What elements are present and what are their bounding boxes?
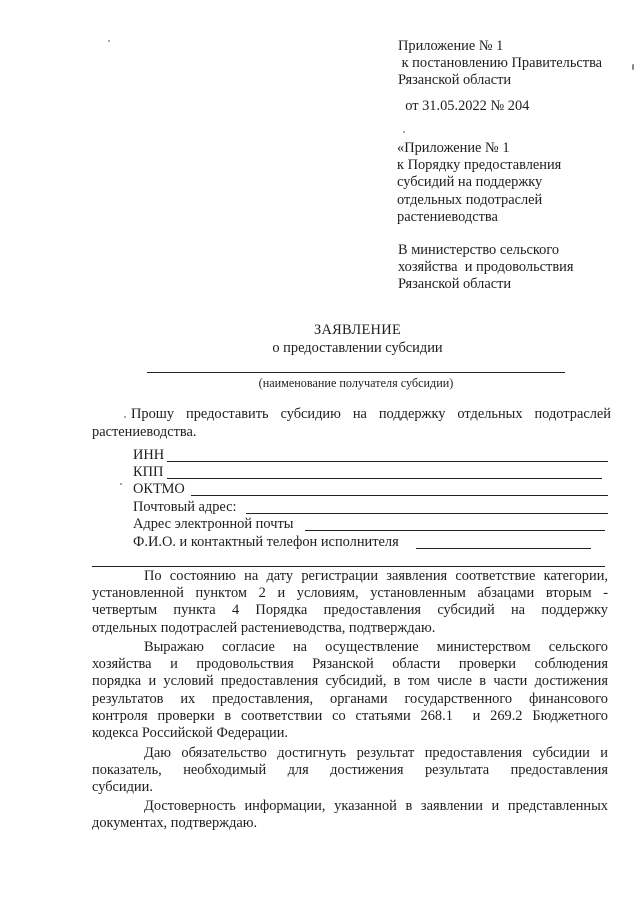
scan-speck [124, 416, 126, 418]
paragraph-line: субсидии. [92, 779, 153, 796]
paragraph-line: документах, подтверждаю. [92, 815, 258, 832]
appendix-line: от 31.05.2022 № 204 [398, 97, 530, 114]
paragraph-line: кодекса Российской Федерации. [92, 725, 289, 742]
scan-speck [120, 483, 122, 485]
paragraph-line: отдельных подотраслей растениеводства, подтверждаю. [92, 619, 436, 636]
procedure-line: растениеводства [397, 208, 498, 225]
paragraph-line: результатов их предоставления, органами государственного финансового [92, 690, 608, 707]
appendix-line: к постановлению Правительства [398, 55, 603, 72]
paragraph-line: Выражаю согласие на осуществление министерством сельского [144, 639, 608, 655]
inn-label: ИНН [133, 447, 165, 463]
extra-field-line[interactable] [92, 566, 605, 567]
paragraph-line: По состоянию на дату регистрации заявления соответствие категории, [144, 568, 608, 584]
postal-address-field[interactable] [246, 513, 608, 514]
appendix-line: Приложение № 1 [398, 38, 504, 54]
kpp-field[interactable] [167, 478, 602, 479]
oktmo-field[interactable] [191, 495, 608, 496]
paragraph-line: порядка и условий предоставления субсидий, в том числе в части достижения [92, 673, 608, 690]
procedure-header [397, 140, 561, 226]
contact-field[interactable] [416, 548, 591, 549]
paragraph-consent [92, 639, 608, 742]
inn-field[interactable] [167, 461, 608, 462]
scan-speck [108, 40, 110, 42]
paragraph-line: установленной пунктом 2 и условиям, установленным абзацами вторым - [92, 585, 608, 602]
postal-address-label: Почтовый адрес: [133, 499, 237, 515]
appendix-header [398, 38, 602, 115]
paragraph-line: показатель, необходимый для достижения результата предоставления [92, 762, 608, 779]
request-line-2: растениеводства. [92, 424, 197, 440]
scan-speck [632, 64, 634, 70]
paragraph-line: контроля проверки в соответствии со статьями 268.1 и 269.2 Бюджетного [92, 707, 608, 724]
paragraph-line: Достоверность информации, указанной в заявлении и представленных [144, 798, 608, 814]
procedure-line: отдельных подотраслей [397, 191, 543, 208]
procedure-line: субсидий на поддержку [397, 174, 543, 191]
addressee-line: хозяйства и продовольствия [398, 259, 574, 276]
scan-speck [403, 131, 405, 133]
recipient-caption: (наименование получателя субсидии) [258, 376, 454, 390]
addressee-line: Рязанской области [398, 276, 512, 293]
oktmo-label: ОКТМО [133, 481, 185, 497]
contact-label: Ф.И.О. и контактный телефон исполнителя [133, 534, 399, 550]
appendix-line: Рязанской области [398, 72, 512, 89]
document-title: ЗАЯВЛЕНИЕ [313, 322, 402, 338]
procedure-line: «Приложение № 1 [397, 140, 510, 156]
recipient-name-line[interactable] [147, 372, 565, 373]
procedure-line: к Порядку предоставления [397, 157, 562, 174]
paragraph-line: Даю обязательство достигнуть результат предоставления субсидии и [144, 745, 608, 761]
paragraph-accuracy [92, 798, 608, 832]
addressee-line: В министерство сельского [398, 242, 560, 258]
paragraph-line: хозяйства и продовольствия Рязанской области проверки соблюдения [92, 656, 608, 673]
email-field[interactable] [305, 530, 605, 531]
document-subtitle: о предоставлении субсидии [272, 340, 443, 356]
email-label: Адрес электронной почты [133, 516, 294, 532]
kpp-label: КПП [133, 464, 164, 480]
paragraph-conformity [92, 568, 608, 637]
addressee-block [398, 242, 573, 294]
paragraph-line: четвертым пункта 4 Порядка предоставления субсидий на поддержку [92, 602, 608, 619]
paragraph-obligation [92, 745, 608, 797]
request-line-1: Прошу предоставить субсидию на поддержку отдельных подотраслей [131, 406, 611, 422]
